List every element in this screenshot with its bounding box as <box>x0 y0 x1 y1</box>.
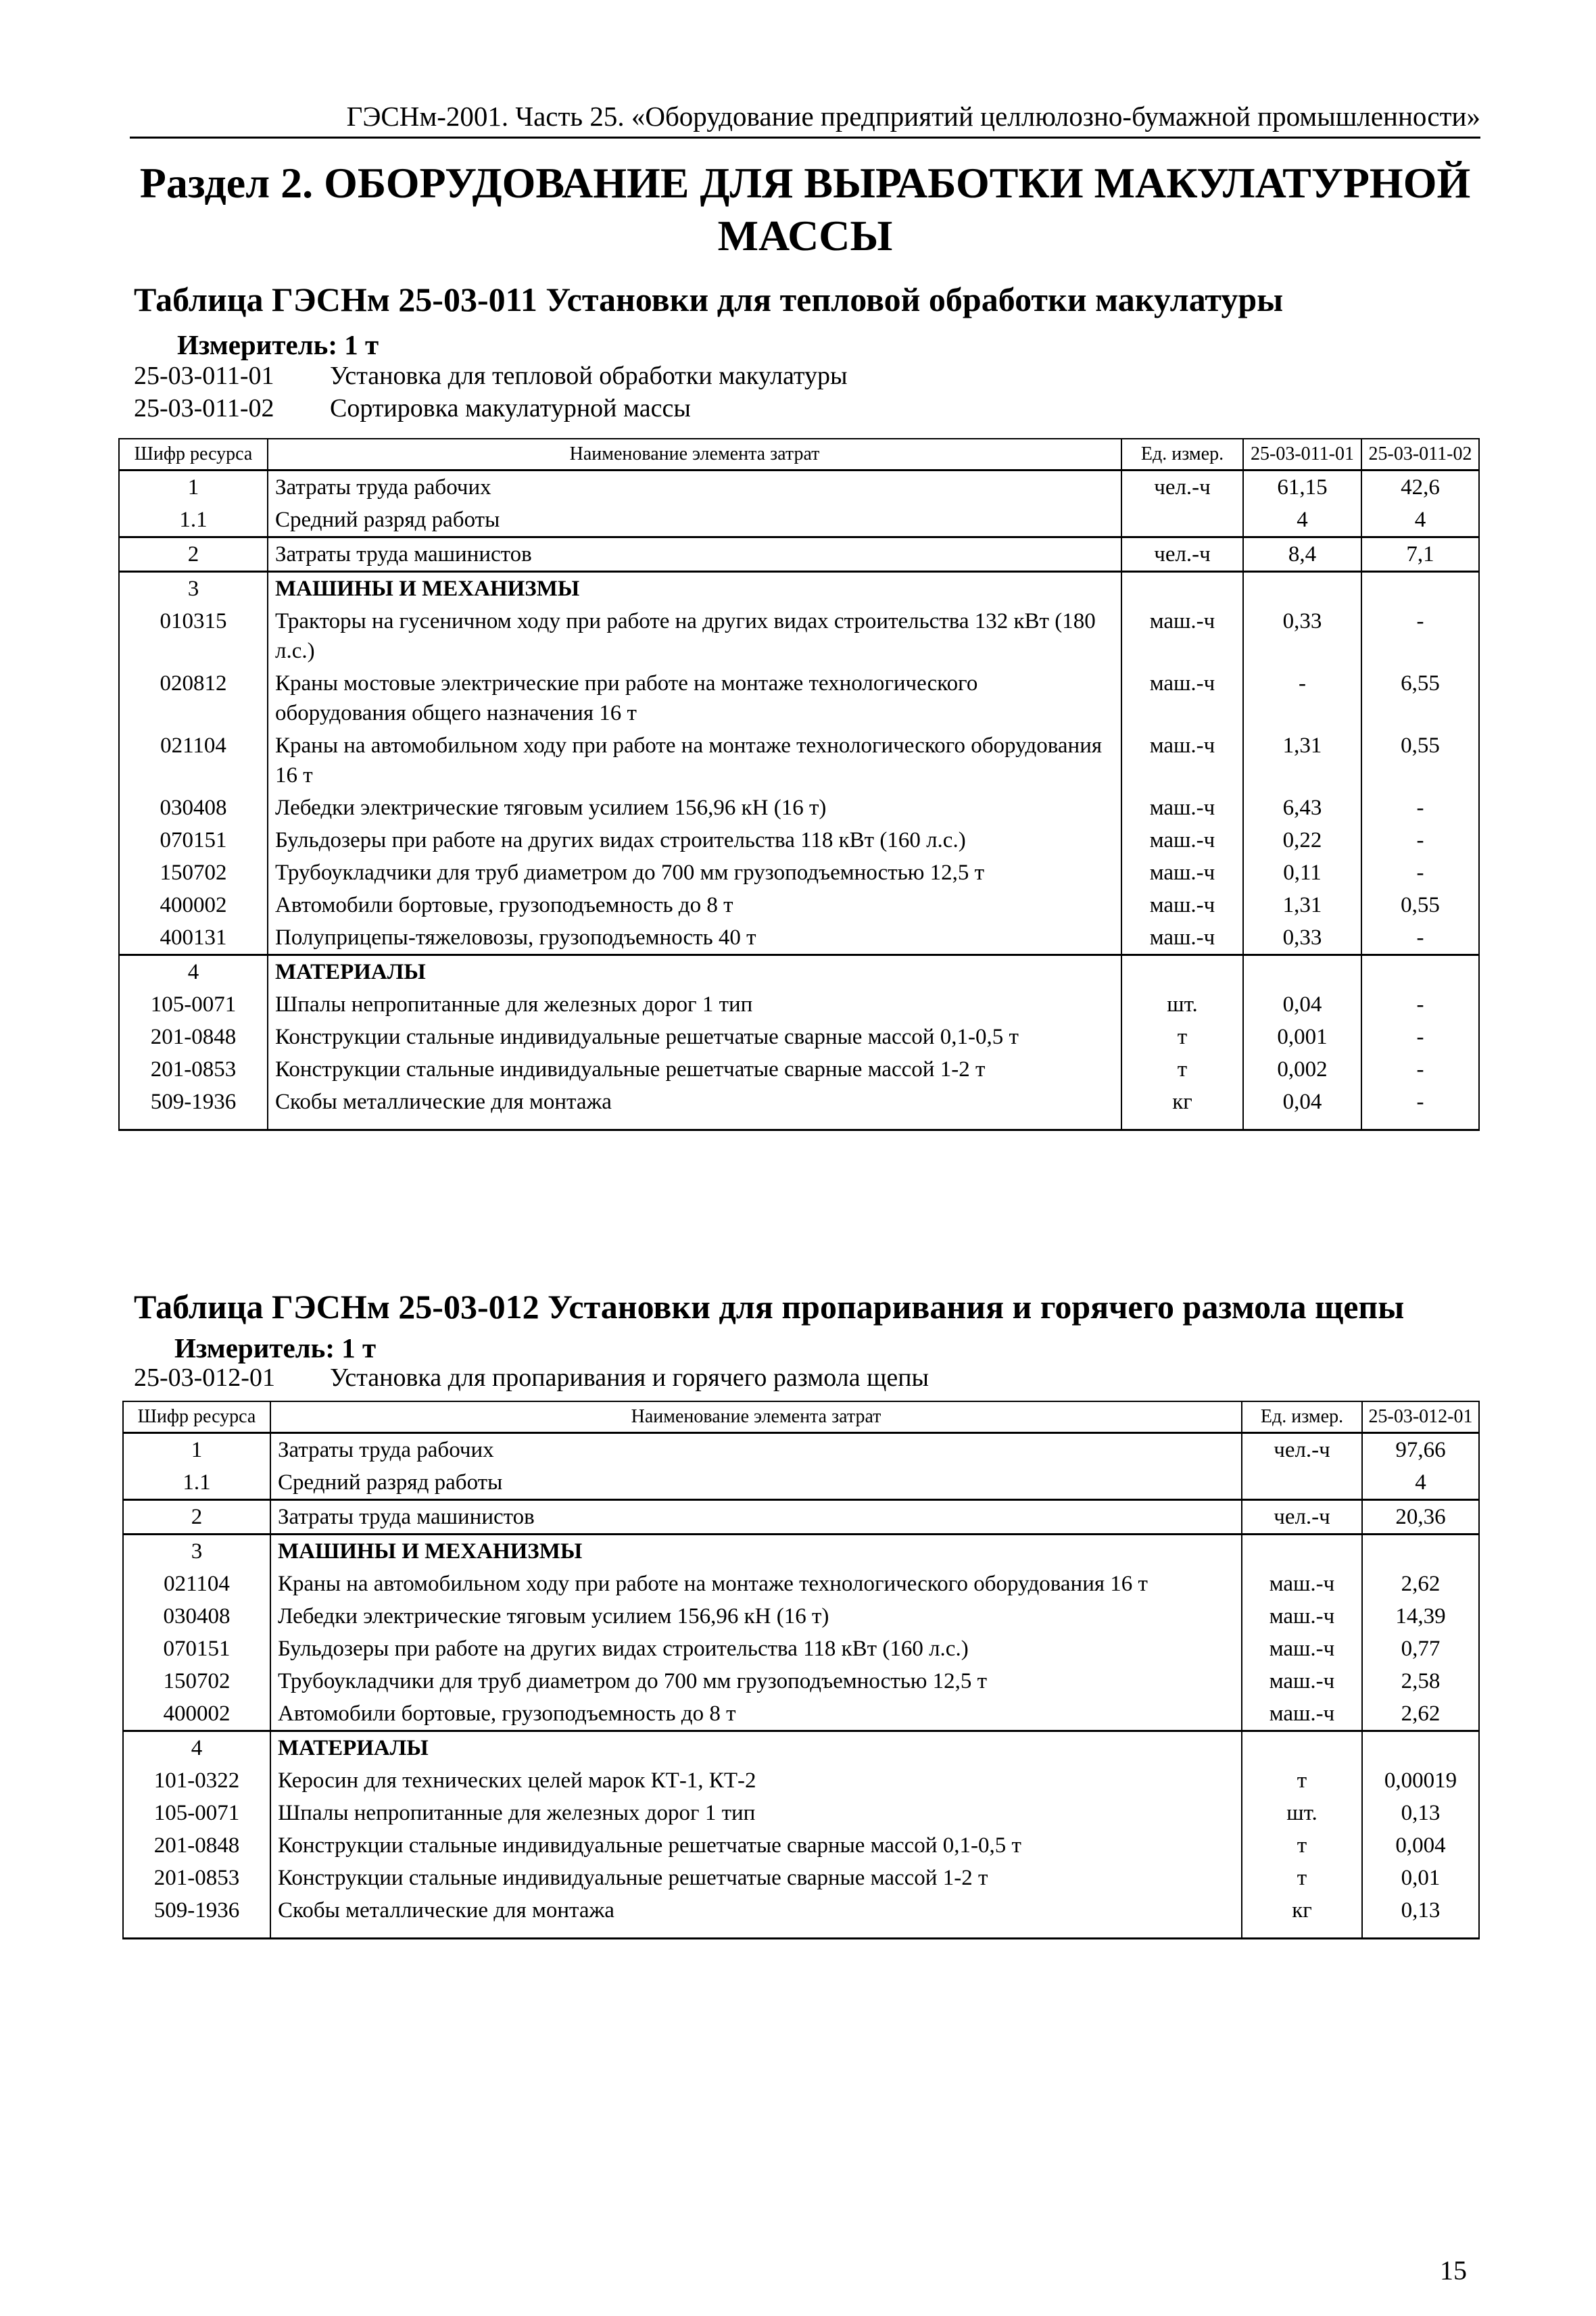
cell-v2: 6,55 <box>1361 667 1479 729</box>
cell-code: 105-0071 <box>123 1797 270 1829</box>
table-row <box>123 1568 1479 1600</box>
cell-unit: маш.-ч <box>1242 1600 1362 1633</box>
cell-code: 400131 <box>119 921 268 955</box>
table-row <box>119 1086 1479 1130</box>
cell-unit: маш.-ч <box>1121 729 1243 792</box>
cell-v1: 14,39 <box>1362 1600 1479 1633</box>
table-row <box>123 1600 1479 1633</box>
cell-v1 <box>1362 1731 1479 1765</box>
cell-code: 030408 <box>119 792 268 824</box>
cell-name: Средний разряд работы <box>268 504 1121 537</box>
cell-name: МАШИНЫ И МЕХАНИЗМЫ <box>270 1535 1242 1568</box>
table-row <box>119 667 1479 729</box>
cell-code: 070151 <box>123 1633 270 1665</box>
cell-code: 201-0853 <box>119 1053 268 1086</box>
cell-code: 4 <box>123 1731 270 1765</box>
cell-v1: - <box>1243 667 1361 729</box>
table-row <box>119 988 1479 1021</box>
cell-v1: 20,36 <box>1362 1500 1479 1535</box>
cell-v1: 6,43 <box>1243 792 1361 824</box>
table-row <box>119 889 1479 921</box>
cell-code: 020812 <box>119 667 268 729</box>
table1-code-line-2 <box>134 393 691 423</box>
cell-name: Керосин для технических целей марок КТ-1, КТ-2 <box>270 1764 1242 1797</box>
cell-code: 3 <box>123 1535 270 1568</box>
table-row <box>119 824 1479 857</box>
cell-name: Шпалы непропитанные для железных дорог 1 тип <box>270 1797 1242 1829</box>
cell-v1: 1,31 <box>1243 729 1361 792</box>
table-row <box>119 857 1479 889</box>
table-row <box>119 572 1479 606</box>
cell-unit: маш.-ч <box>1242 1665 1362 1697</box>
cell-unit: маш.-ч <box>1121 889 1243 921</box>
table-row <box>123 1894 1479 1939</box>
cell-code: 021104 <box>119 729 268 792</box>
table1-meter: Измеритель: 1 т <box>177 329 379 360</box>
column-header-code: Шифр ресурса <box>119 439 268 471</box>
cell-v2: - <box>1361 988 1479 1021</box>
table2-header-row <box>123 1401 1479 1433</box>
cell-v1: 2,62 <box>1362 1568 1479 1600</box>
cell-name: Конструкции стальные индивидуальные решетчатые сварные массой 0,1-0,5 т <box>268 1021 1121 1053</box>
cell-v2: - <box>1361 824 1479 857</box>
cell-v2: 4 <box>1361 504 1479 537</box>
cell-code: 150702 <box>123 1665 270 1697</box>
table2-code-desc: Установка для пропаривания и горячего размола щепы <box>330 1364 929 1392</box>
cell-unit: т <box>1242 1764 1362 1797</box>
table-row <box>119 955 1479 989</box>
table2 <box>122 1401 1480 1939</box>
table1-header-row <box>119 439 1479 471</box>
cell-name: Конструкции стальные индивидуальные решетчатые сварные массой 1-2 т <box>270 1862 1242 1894</box>
table-row <box>119 471 1479 504</box>
cell-v1: 2,62 <box>1362 1697 1479 1731</box>
cell-code: 201-0848 <box>119 1021 268 1053</box>
cell-unit: чел.-ч <box>1242 1500 1362 1535</box>
table-row <box>119 1021 1479 1053</box>
column-header-code: Шифр ресурса <box>123 1401 270 1433</box>
cell-v1: 61,15 <box>1243 471 1361 504</box>
cell-unit: шт. <box>1121 988 1243 1021</box>
cell-code: 400002 <box>119 889 268 921</box>
cell-code: 1.1 <box>123 1466 270 1500</box>
cell-v2: - <box>1361 921 1479 955</box>
table-row <box>123 1797 1479 1829</box>
cell-v1: 0,13 <box>1362 1797 1479 1829</box>
column-header-name: Наименование элемента затрат <box>270 1401 1242 1433</box>
cell-v2: - <box>1361 792 1479 824</box>
cell-name: Скобы металлические для монтажа <box>270 1894 1242 1939</box>
cell-v2 <box>1361 955 1479 989</box>
table-row <box>119 1053 1479 1086</box>
cell-unit: маш.-ч <box>1121 792 1243 824</box>
cell-unit <box>1121 955 1243 989</box>
cell-name: Затраты труда машинистов <box>270 1500 1242 1535</box>
cell-v1: 0,04 <box>1243 988 1361 1021</box>
cell-v2: 0,55 <box>1361 729 1479 792</box>
cell-v2: - <box>1361 857 1479 889</box>
cell-name: Затраты труда машинистов <box>268 537 1121 572</box>
cell-unit: маш.-ч <box>1242 1568 1362 1600</box>
cell-v1: 0,00019 <box>1362 1764 1479 1797</box>
cell-name: Автомобили бортовые, грузоподъемность до 8 т <box>268 889 1121 921</box>
cell-v1: 0,22 <box>1243 824 1361 857</box>
cell-name: Автомобили бортовые, грузоподъемность до 8 т <box>270 1697 1242 1731</box>
cell-v1: 0,33 <box>1243 605 1361 667</box>
cell-v2 <box>1361 572 1479 606</box>
cell-code: 1 <box>123 1433 270 1467</box>
cell-code: 105-0071 <box>119 988 268 1021</box>
cell-name: МАТЕРИАЛЫ <box>270 1731 1242 1765</box>
cell-unit: чел.-ч <box>1242 1433 1362 1467</box>
cell-unit <box>1242 1535 1362 1568</box>
table-row <box>123 1535 1479 1568</box>
table-row <box>123 1697 1479 1731</box>
cell-unit: кг <box>1242 1894 1362 1939</box>
cell-code: 010315 <box>119 605 268 667</box>
cell-name: МАТЕРИАЛЫ <box>268 955 1121 989</box>
cell-code: 509-1936 <box>123 1894 270 1939</box>
cell-v1: 0,001 <box>1243 1021 1361 1053</box>
cell-v1 <box>1243 955 1361 989</box>
cell-unit: маш.-ч <box>1242 1633 1362 1665</box>
table-row <box>119 729 1479 792</box>
cell-name: Затраты труда рабочих <box>268 471 1121 504</box>
cell-code: 070151 <box>119 824 268 857</box>
cell-code: 201-0853 <box>123 1862 270 1894</box>
table1-code-line-1 <box>134 361 848 391</box>
cell-v1: 1,31 <box>1243 889 1361 921</box>
cell-code: 150702 <box>119 857 268 889</box>
cell-name: Краны на автомобильном ходу при работе на монтаже технологического оборудования 16 т <box>268 729 1121 792</box>
table-row <box>123 1633 1479 1665</box>
cell-name: МАШИНЫ И МЕХАНИЗМЫ <box>268 572 1121 606</box>
cell-code: 101-0322 <box>123 1764 270 1797</box>
cell-unit <box>1121 572 1243 606</box>
cell-code: 400002 <box>123 1697 270 1731</box>
cell-v2: 42,6 <box>1361 471 1479 504</box>
section-title: Раздел 2. ОБОРУДОВАНИЕ ДЛЯ ВЫРАБОТКИ МАКУЛАТУРНОЙ МАССЫ <box>139 159 1471 260</box>
table-row <box>119 537 1479 572</box>
cell-v1: 4 <box>1243 504 1361 537</box>
cell-v1: 0,77 <box>1362 1633 1479 1665</box>
table2-body <box>123 1433 1479 1939</box>
cell-name: Трубоукладчики для труб диаметром до 700 мм грузоподъемностью 12,5 т <box>270 1665 1242 1697</box>
table1-body <box>119 471 1479 1130</box>
cell-unit: маш.-ч <box>1121 605 1243 667</box>
cell-name: Конструкции стальные индивидуальные решетчатые сварные массой 1-2 т <box>268 1053 1121 1086</box>
cell-name: Трубоукладчики для труб диаметром до 700 мм грузоподъемностью 12,5 т <box>268 857 1121 889</box>
cell-v2: - <box>1361 1086 1479 1130</box>
cell-code: 1 <box>119 471 268 504</box>
cell-unit: т <box>1121 1021 1243 1053</box>
cell-name: Полуприцепы-тяжеловозы, грузоподъемность 40 т <box>268 921 1121 955</box>
cell-name: Бульдозеры при работе на других видах строительства 118 кВт (160 л.с.) <box>268 824 1121 857</box>
cell-unit: маш.-ч <box>1121 667 1243 729</box>
cell-name: Затраты труда рабочих <box>270 1433 1242 1467</box>
table1-code: 25-03-011-01 <box>134 362 274 390</box>
cell-v2: - <box>1361 605 1479 667</box>
cell-v1 <box>1362 1535 1479 1568</box>
cell-v2: 7,1 <box>1361 537 1479 572</box>
cell-code: 201-0848 <box>123 1829 270 1862</box>
cell-v1: 0,01 <box>1362 1862 1479 1894</box>
cell-unit <box>1242 1466 1362 1500</box>
cell-v1: 0,11 <box>1243 857 1361 889</box>
cell-unit: чел.-ч <box>1121 471 1243 504</box>
column-header-v1: 25-03-012-01 <box>1362 1401 1479 1433</box>
cell-v2: - <box>1361 1053 1479 1086</box>
table-row <box>123 1862 1479 1894</box>
cell-code: 509-1936 <box>119 1086 268 1130</box>
column-header-v1: 25-03-011-01 <box>1243 439 1361 471</box>
cell-unit: маш.-ч <box>1121 921 1243 955</box>
column-header-unit: Ед. измер. <box>1242 1401 1362 1433</box>
cell-v1: 0,33 <box>1243 921 1361 955</box>
table-row <box>119 792 1479 824</box>
cell-name: Краны на автомобильном ходу при работе на монтаже технологического оборудования 16 т <box>270 1568 1242 1600</box>
cell-code: 4 <box>119 955 268 989</box>
table-row <box>123 1731 1479 1765</box>
table-row <box>119 921 1479 955</box>
cell-name: Краны мостовые электрические при работе на монтаже технологического оборудования общего назначения 16 т <box>268 667 1121 729</box>
cell-unit: т <box>1242 1829 1362 1862</box>
cell-unit: маш.-ч <box>1242 1697 1362 1731</box>
cell-v1: 0,13 <box>1362 1894 1479 1939</box>
cell-v2: - <box>1361 1021 1479 1053</box>
cell-unit: кг <box>1121 1086 1243 1130</box>
column-header-v2: 25-03-011-02 <box>1361 439 1479 471</box>
cell-name: Средний разряд работы <box>270 1466 1242 1500</box>
cell-unit: маш.-ч <box>1121 824 1243 857</box>
cell-name: Лебедки электрические тяговым усилием 156,96 кН (16 т) <box>268 792 1121 824</box>
cell-name: Скобы металлические для монтажа <box>268 1086 1121 1130</box>
table2-meter: Измеритель: 1 т <box>174 1332 377 1364</box>
column-header-unit: Ед. измер. <box>1121 439 1243 471</box>
table2-title: Таблица ГЭСНм 25-03-012 Установки для пропаривания и горячего размола щепы <box>134 1288 1405 1326</box>
cell-unit <box>1121 504 1243 537</box>
table1 <box>118 438 1480 1131</box>
table1-title: Таблица ГЭСНм 25-03-011 Установки для тепловой обработки макулатуры <box>134 281 1284 318</box>
cell-v1: 4 <box>1362 1466 1479 1500</box>
table2-code: 25-03-012-01 <box>134 1364 275 1392</box>
cell-v1: 2,58 <box>1362 1665 1479 1697</box>
table-row <box>123 1433 1479 1467</box>
running-header: ГЭСНм-2001. Часть 25. «Оборудование предприятий целлюлозно-бумажной промышленности» <box>130 100 1480 139</box>
cell-name: Шпалы непропитанные для железных дорог 1 тип <box>268 988 1121 1021</box>
table-row <box>123 1665 1479 1697</box>
cell-v1: 0,004 <box>1362 1829 1479 1862</box>
table-row <box>123 1466 1479 1500</box>
cell-name: Бульдозеры при работе на других видах строительства 118 кВт (160 л.с.) <box>270 1633 1242 1665</box>
cell-v1: 8,4 <box>1243 537 1361 572</box>
cell-name: Тракторы на гусеничном ходу при работе на других видах строительства 132 кВт (180 л.с.) <box>268 605 1121 667</box>
cell-code: 030408 <box>123 1600 270 1633</box>
table1-code-desc: Сортировка макулатурной массы <box>330 394 691 423</box>
cell-unit: чел.-ч <box>1121 537 1243 572</box>
table1-code: 25-03-011-02 <box>134 394 274 423</box>
cell-unit: т <box>1242 1862 1362 1894</box>
table2-code-line-1 <box>134 1363 929 1393</box>
cell-name: Конструкции стальные индивидуальные решетчатые сварные массой 0,1-0,5 т <box>270 1829 1242 1862</box>
column-header-name: Наименование элемента затрат <box>268 439 1121 471</box>
cell-unit: шт. <box>1242 1797 1362 1829</box>
cell-code: 2 <box>123 1500 270 1535</box>
cell-code: 1.1 <box>119 504 268 537</box>
table1-code-desc: Установка для тепловой обработки макулатуры <box>330 362 848 390</box>
table-row <box>123 1500 1479 1535</box>
cell-unit: т <box>1121 1053 1243 1086</box>
cell-v2: 0,55 <box>1361 889 1479 921</box>
cell-v1: 0,002 <box>1243 1053 1361 1086</box>
cell-v1: 97,66 <box>1362 1433 1479 1467</box>
cell-code: 021104 <box>123 1568 270 1600</box>
cell-v1: 0,04 <box>1243 1086 1361 1130</box>
table-row <box>119 605 1479 667</box>
page-number: 15 <box>1440 2255 1467 2286</box>
cell-unit: маш.-ч <box>1121 857 1243 889</box>
cell-code: 3 <box>119 572 268 606</box>
cell-unit <box>1242 1731 1362 1765</box>
table-row <box>119 504 1479 537</box>
cell-name: Лебедки электрические тяговым усилием 156,96 кН (16 т) <box>270 1600 1242 1633</box>
table-row <box>123 1764 1479 1797</box>
table-row <box>123 1829 1479 1862</box>
cell-v1 <box>1243 572 1361 606</box>
cell-code: 2 <box>119 537 268 572</box>
